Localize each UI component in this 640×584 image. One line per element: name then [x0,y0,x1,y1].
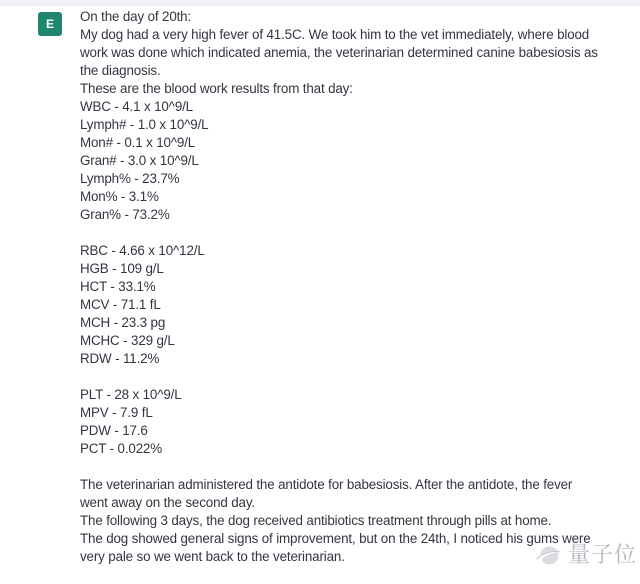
user-avatar: E [38,12,62,36]
message-line: PLT - 28 x 10^9/L [80,387,182,402]
message-line: PDW - 17.6 [80,423,148,438]
message-line: Gran% - 73.2% [80,207,170,222]
message-line: Mon# - 0.1 x 10^9/L [80,135,196,150]
message-line: The dog showed general signs of improvement, but on the 24th, I noticed his gums were [80,531,591,546]
message-line: MPV - 7.9 fL [80,405,153,420]
message-line: My dog had a very high fever of 41.5C. We took him to the vet immediately, where blood [80,27,590,42]
message-line: HGB - 109 g/L [80,261,164,276]
message-line: These are the blood work results from that day: [80,81,353,96]
message-line: On the day of 20th: [80,9,192,24]
message-line: MCH - 23.3 pg [80,315,166,330]
message-line: MCHC - 329 g/L [80,333,175,348]
message-line [80,458,620,476]
message-line: very pale so we went back to the veterinarian. [80,549,345,564]
message-line: Gran# - 3.0 x 10^9/L [80,153,199,168]
message-line [80,368,620,386]
message-line: WBC - 4.1 x 10^9/L [80,99,193,114]
message-text [80,8,620,566]
message-line: MCV - 71.1 fL [80,297,161,312]
message-line [80,224,620,242]
message-line: Lymph# - 1.0 x 10^9/L [80,117,209,132]
message-line: RDW - 11.2% [80,351,160,366]
message-line: the diagnosis. [80,63,161,78]
message-line: went away on the second day. [80,495,255,510]
message-line: Mon% - 3.1% [80,189,159,204]
message-line: work was done which indicated anemia, the veterinarian determined canine babesiosis as [80,45,598,60]
message-line: PCT - 0.022% [80,441,163,456]
message-line: HCT - 33.1% [80,279,156,294]
message-line: Lymph% - 23.7% [80,171,180,186]
message-line: The following 3 days, the dog received antibiotics treatment through pills at home. [80,513,552,528]
message-line: The veterinarian administered the antidote for babesiosis. After the antidote, the fever [80,477,573,492]
watermark-brand-text: 量子位 [567,542,637,567]
message-line: RBC - 4.66 x 10^12/L [80,243,205,258]
previous-message-bottom-edge [0,0,640,6]
